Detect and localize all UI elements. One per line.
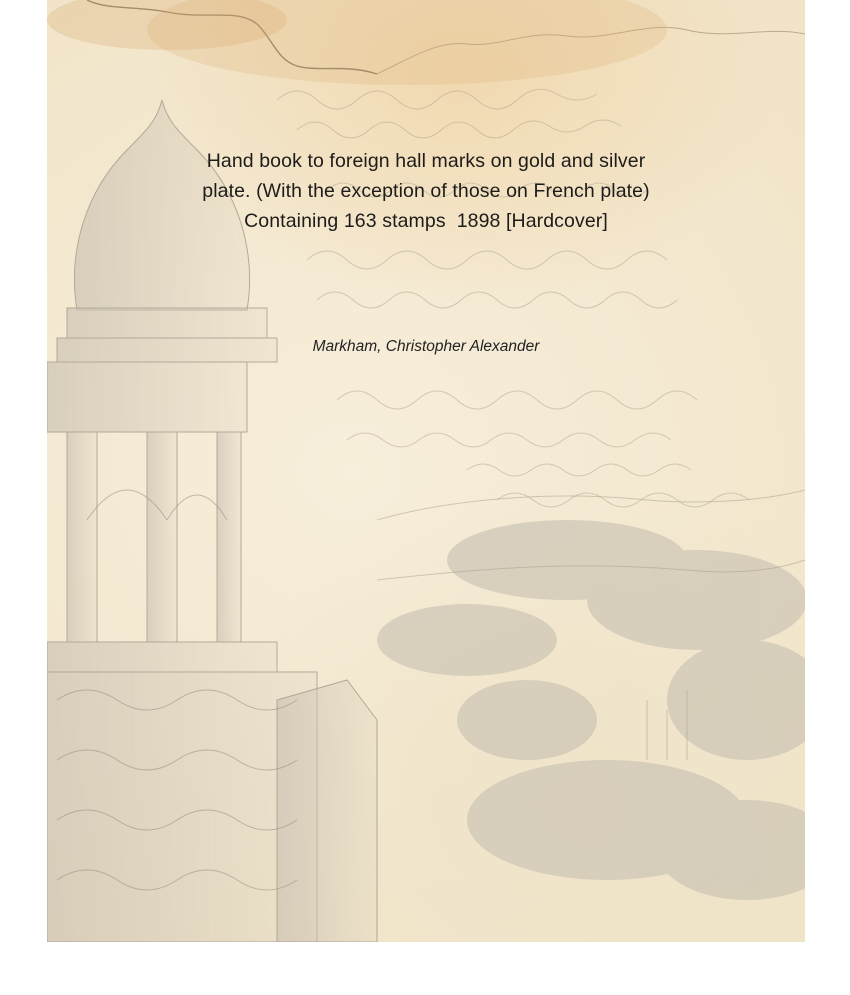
title-line-1: Hand book to foreign hall marks on gold and silver: [206, 150, 646, 172]
cover-illustration: [47, 0, 805, 942]
book-author: Markham, Christopher Alexander: [312, 338, 540, 355]
book-cover: [47, 0, 805, 942]
title-line-2: plate. (With the exception of those on French plate): [202, 180, 650, 202]
book-title: [47, 146, 805, 236]
title-line-3: Containing 163 stamps 1898 [Hardcover]: [244, 210, 608, 232]
